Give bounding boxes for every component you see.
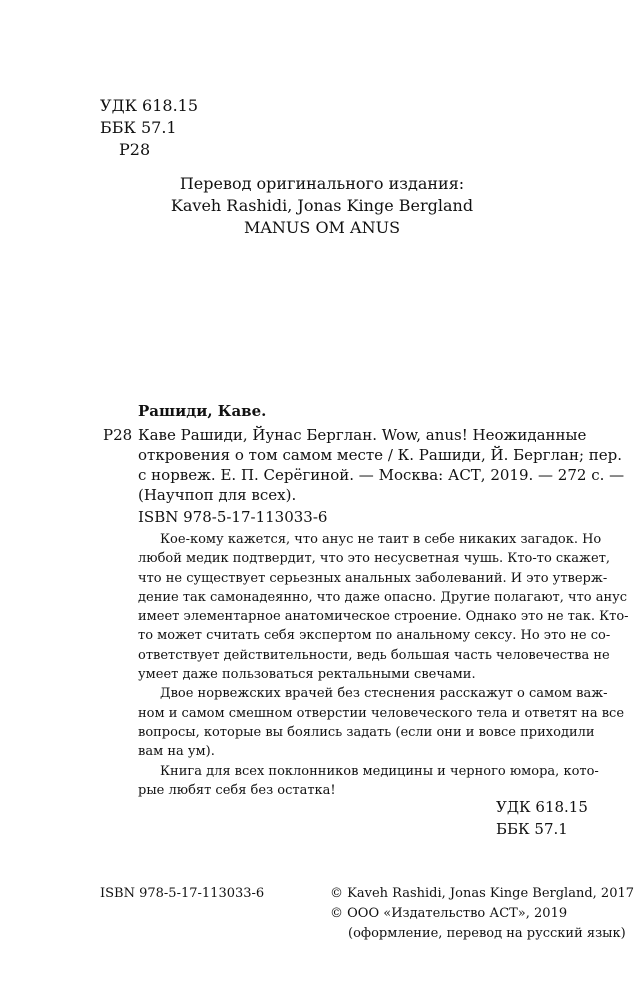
translation-heading: Перевод оригинального издания: xyxy=(179,174,465,193)
annotation xyxy=(138,530,629,800)
record-mark: Р28 xyxy=(103,426,133,444)
annotation-line: вопросы, которые вы боялись задать (если они и вовсе приходили xyxy=(138,724,595,740)
bib-line: с норвеж. Е. П. Серёгиной. — Москва: АСТ, 2019. — 272 с. — xyxy=(138,466,625,484)
annotation-line: то может считать себя экспертом по анальному сексу. Но это не со- xyxy=(138,628,611,644)
bib-line: (Научпоп для всех). xyxy=(138,486,297,504)
copyright-publisher: © ООО «Издательство АСТ», 2019 xyxy=(330,906,568,921)
copyright-note: (оформление, перевод на русский язык) xyxy=(348,926,626,941)
classification-bbk: ББК 57.1 xyxy=(496,820,568,838)
annotation-line: имеет элементарное анатомическое строение. Однако это не так. Кто- xyxy=(138,609,629,625)
original-title: MANUS OM ANUS xyxy=(243,218,401,237)
annotation-line: ном и самом смешном отверстии человеческого тела и ответят на все xyxy=(138,705,625,721)
annotation-line: дение так самонадеянно, что даже опасно. Другие полагают, что анус xyxy=(138,589,628,605)
record-author: Рашиди, Каве. xyxy=(138,402,267,420)
annotation-line: ответствует действительности, ведь большая часть человечества не xyxy=(138,647,610,663)
annotation-line: вам на ум). xyxy=(138,744,215,760)
annotation-line: умеет даже пользоваться ректальными свечами. xyxy=(138,667,476,683)
annotation-line: любой медик подтвердит, что это несусветная чушь. Кто-то скажет, xyxy=(138,551,611,567)
annotation-line: Книга для всех поклонников медицины и черного юмора, кото- xyxy=(160,763,599,779)
footer-isbn: ISBN 978-5-17-113033-6 xyxy=(100,886,265,901)
author-mark: Р28 xyxy=(119,140,151,159)
annotation-line: Кое-кому кажется, что анус не таит в себе никаких загадок. Но xyxy=(160,532,602,547)
annotation-line: что не существует серьезных анальных заболеваний. И это утверж- xyxy=(138,570,608,586)
bib-line: Каве Рашиди, Йунас Берглан. Wow, anus! Неожиданные xyxy=(138,426,587,444)
bbk-code: ББК 57.1 xyxy=(100,118,177,137)
annotation-line: рые любят себя без остатка! xyxy=(138,782,336,798)
copyright-authors: © Kaveh Rashidi, Jonas Kinge Bergland, 2017 xyxy=(330,886,635,901)
udk-code: УДК 618.15 xyxy=(100,96,199,115)
bib-line: откровения о том самом месте / К. Рашиди, Й. Берглан; пер. xyxy=(138,446,623,464)
original-authors: Kaveh Rashidi, Jonas Kinge Bergland xyxy=(170,196,474,215)
record-isbn: ISBN 978-5-17-113033-6 xyxy=(138,508,328,526)
annotation-line: Двое норвежских врачей без стеснения расскажут о самом важ- xyxy=(160,686,608,702)
classification-udk: УДК 618.15 xyxy=(496,798,588,816)
